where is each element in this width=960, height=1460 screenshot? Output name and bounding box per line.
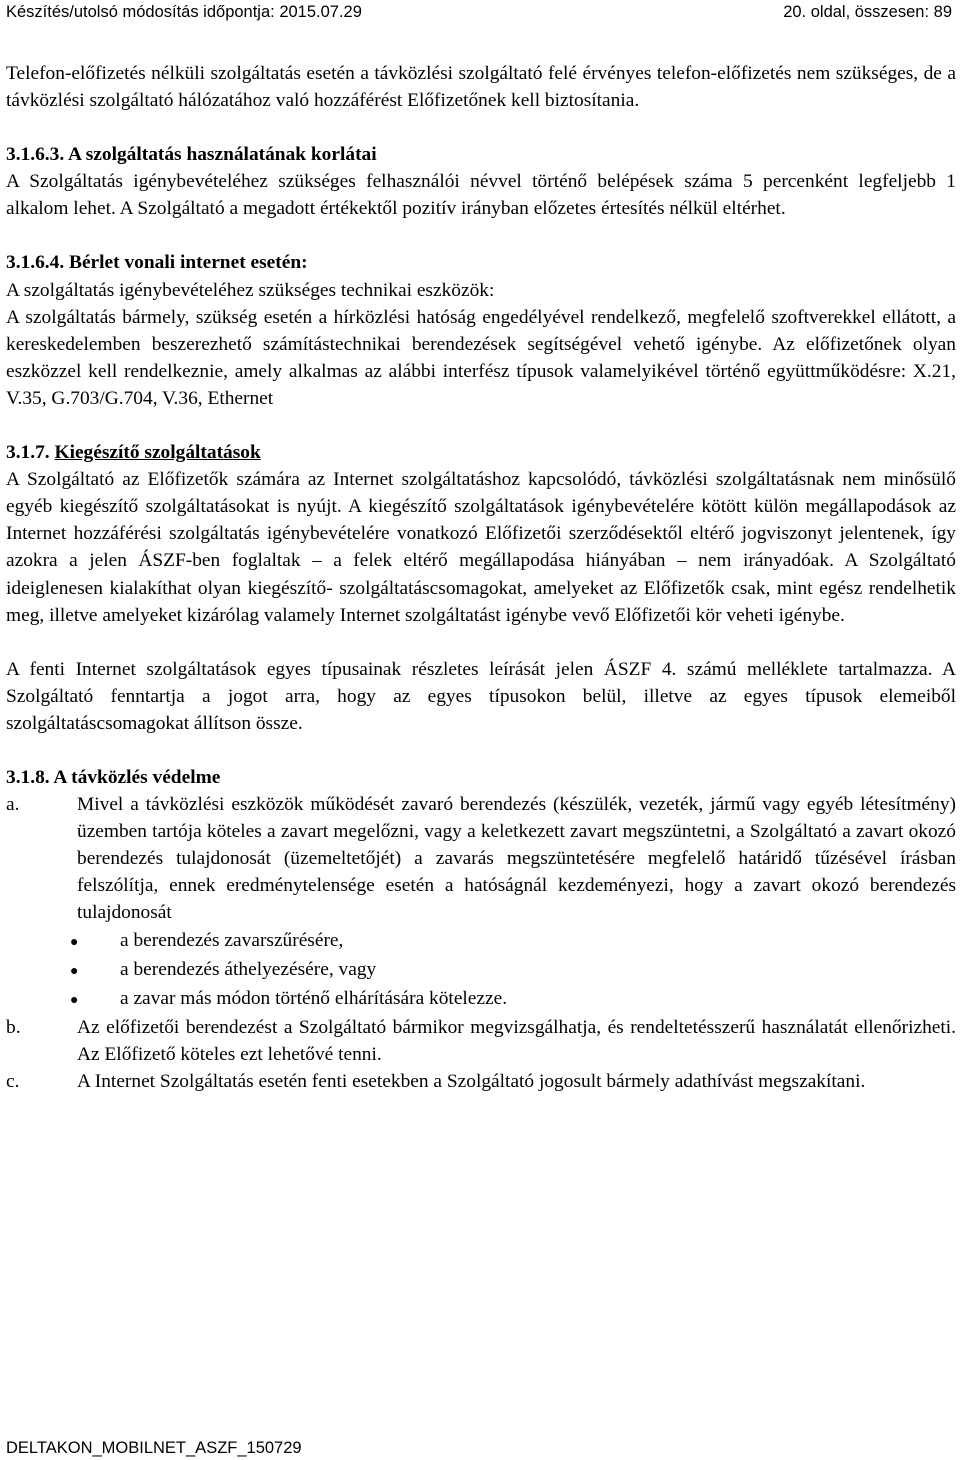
header-page-total: 89 bbox=[933, 2, 952, 21]
paragraph-3163: A Szolgáltatás igénybevételéhez szükséges felhasználói névvel történő belépések száma 5 percenként legfeljebb 1 alkalom lehet. A Szolgáltató a megadott értékektől pozitív irányban előzetes értesítés nélkül eltérhet. bbox=[6, 171, 956, 220]
list-item-b bbox=[6, 1014, 956, 1068]
bullet-text: a berendezés áthelyezésére, vagy bbox=[120, 958, 377, 980]
bullet-icon: ● bbox=[70, 963, 79, 979]
heading-318: 3.1.8. A távközlés védelme bbox=[6, 766, 221, 788]
list-item-a bbox=[6, 791, 956, 926]
list-label-a: a. bbox=[6, 794, 20, 816]
bullet-icon: ● bbox=[70, 992, 79, 1008]
paragraph-3164-intro: A szolgáltatás igénybevételéhez szükséges technikai eszközök: bbox=[6, 279, 495, 301]
header-page-prefix: 20. oldal, összesen: bbox=[783, 2, 934, 21]
bullet-item bbox=[6, 985, 956, 1014]
paragraph-telefon: Telefon-előfizetés nélküli szolgáltatás esetén a távközlési szolgáltató felé érvényes telefon-előfizetés nem szükséges, de a távközlési szolgáltató hálózatához való hozzáférést Előfizetőnek kell biztosítania. bbox=[6, 63, 956, 112]
list-text-a: Mivel a távközlési eszközök működését zavaró berendezés (készülék, vezeték, jármű vagy egyéb létesítmény) üzemben tartója köteles a zavart megelőzni, vagy a keletkezett zavart megszüntetni, a Szolgáltató a zavart okozó berendezés tulajdonosát (üzemeltetőjét) a zavarás megszüntetésére megfelelő határidő tűzésével írásban felszólítja, ennek eredménytelensége esetén a hatóságnál kezdeményezi, hogy a zavart okozó berendezés tulajdonosát bbox=[77, 794, 956, 924]
heading-317 bbox=[6, 439, 956, 466]
bullet-text: a zavar más módon történő elhárítására kötelezze. bbox=[120, 987, 508, 1009]
heading-3164: 3.1.6.4. Bérlet vonali internet esetén: bbox=[6, 252, 308, 274]
page-header bbox=[6, 0, 952, 24]
header-date: Készítés/utolsó módosítás időpontja: 2015.07.29 bbox=[6, 2, 362, 21]
list-label-c: c. bbox=[6, 1071, 20, 1092]
bullet-text: a berendezés zavarszűrésére, bbox=[120, 929, 344, 951]
document-body bbox=[6, 60, 956, 1095]
paragraph-fenti: A fenti Internet szolgáltatások egyes típusainak részletes leírását jelen ÁSZF 4. számú melléklete tartalmazza. A Szolgáltató fenntartja a jogot arra, hogy az egyes típusokon belül, illetve az egyes típusok elemeiből szolgáltatáscsomagokat állítson össze. bbox=[6, 658, 956, 734]
bullet-item bbox=[6, 956, 956, 985]
bullet-item bbox=[6, 927, 956, 956]
paragraph-3164: A szolgáltatás bármely, szükség esetén a hírközlési hatóság engedélyével rendelkező, megfelelő szoftverekkel ellátott, a kereskedelemben beszerezhető számítástechnikai berendezések segítségével vehető igénybe. Az előfizetőnek olyan eszközzel kell rendelkeznie, amely alkalmas az alábbi interfész típusok valamelyikével történő együttműködésre: X.21, V.35, G.703/G.704, V.36, Ethernet bbox=[6, 306, 956, 409]
heading-3163: 3.1.6.3. A szolgáltatás használatának korlátai bbox=[6, 144, 377, 166]
list-text-c: A Internet Szolgáltatás esetén fenti esetekben a Szolgáltató jogosult bármely adathívást megszakítani. bbox=[77, 1071, 866, 1092]
heading-317-number: 3.1.7. bbox=[6, 442, 55, 464]
list-text-b: Az előfizetői berendezést a Szolgáltató bármikor megvizsgálhatja, és rendeltetésszerű használatát ellenőrizheti. Az Előfizető köteles ezt lehetővé tenni. bbox=[77, 1016, 956, 1065]
bullet-list bbox=[6, 927, 956, 1014]
header-page-info bbox=[783, 3, 952, 22]
list-label-b: b. bbox=[6, 1016, 21, 1038]
bullet-icon: ● bbox=[70, 934, 79, 950]
page-footer: DELTAKON_MOBILNET_ASZF_150729 bbox=[6, 1439, 302, 1457]
paragraph-317: A Szolgáltató az Előfizetők számára az Internet szolgáltatáshoz kapcsolódó, távközlési szolgáltatásnak nem minősülő egyéb kiegészítő szolgáltatásokat is nyújt. A kiegészítő szolgáltatások igénybevételére kötött külön megállapodások az Internet hozzáférési szolgáltatás igénybevételére vonatkozó Előfizetői szerződésektől eltérő jogviszonyt jelentenek, így azokra a jelen ÁSZF-ben foglaltak – a felek eltérő megállapodása hiányában – nem irányadóak. A Szolgáltató ideiglenesen kialakíthat olyan kiegészítő- szolgáltatáscsomagokat, amelyeket az Előfizetők csak, mint egész rendelhetik meg, illetve amelyeket kizárólag valamely Internet szolgáltatást igénybe vevő Előfizetői kör veheti igénybe. bbox=[6, 469, 956, 626]
heading-317-title: Kiegészítő szolgáltatások bbox=[54, 442, 261, 464]
list-item-c bbox=[6, 1068, 956, 1095]
